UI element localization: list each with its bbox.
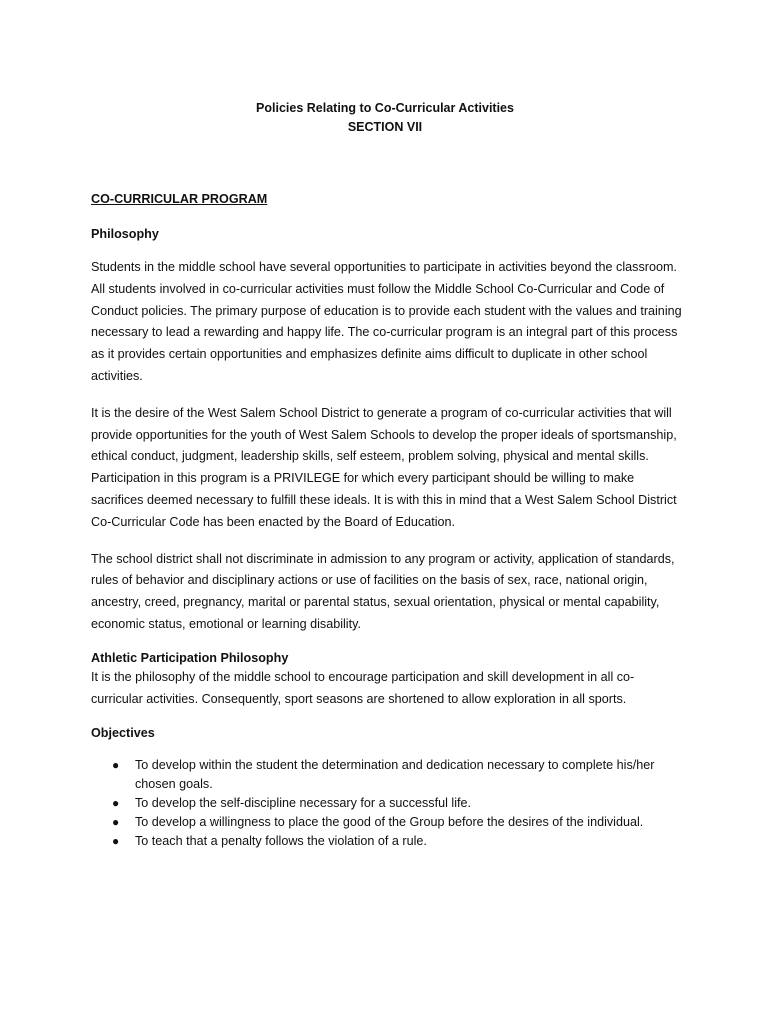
bullet-icon: ● xyxy=(112,815,120,830)
objective-text: To teach that a penalty follows the violation of a rule. xyxy=(135,834,427,849)
objective-text: To develop the self-discipline necessary for a successful life. xyxy=(135,796,471,811)
program-heading: CO-CURRICULAR PROGRAM xyxy=(91,192,268,206)
bullet-icon: ● xyxy=(112,796,120,811)
document-body xyxy=(91,190,683,851)
athletic-philosophy-text: It is the philosophy of the middle school to encourage participation and skill development in all co-curricular activities. Consequently, sport seasons are shortened to allow exploration in all sports. xyxy=(91,669,635,706)
athletic-philosophy-heading: Athletic Participation Philosophy xyxy=(91,650,289,665)
objective-text: To develop within the student the determination and dedication necessary to complete his/her chosen goals. xyxy=(135,758,655,792)
paragraph-non-discrimination: The school district shall not discriminate in admission to any program or activity, application of standards, rules of behavior and disciplinary actions or use of facilities on the basis of sex, race, national origin, ancestry, creed, pregnancy, marital or parental status, sexual orientation, physical or mental capability, economic status, emotional or learning disability. xyxy=(91,551,675,631)
paragraph-district-desire: It is the desire of the West Salem School District to generate a program of co-curricular activities that will provide opportunities for the youth of West Salem Schools to develop the proper ideals of sportsmanship, ethical conduct, judgment, leadership skills, self esteem, problem solving, physical and mental skills. Participation in this program is a PRIVILEGE for which every participant should be willing to make sacrifices deemed necessary to fulfill these ideals. It is with this in mind that a West Salem School District Co-Curricular Code has been enacted by the Board of Education. xyxy=(91,405,677,529)
objective-item xyxy=(91,794,683,813)
objectives-heading: Objectives xyxy=(91,726,155,741)
objective-item xyxy=(91,756,683,794)
objective-item xyxy=(91,813,683,832)
athletic-philosophy-section xyxy=(91,649,683,711)
objective-text: To develop a willingness to place the good of the Group before the desires of the individual. xyxy=(135,815,644,830)
bullet-icon: ● xyxy=(112,834,120,849)
objectives-list xyxy=(91,756,683,851)
document-title-block xyxy=(92,99,678,137)
section-number: SECTION VII xyxy=(347,120,423,134)
objective-item xyxy=(91,832,683,851)
philosophy-heading: Philosophy xyxy=(91,227,159,241)
bullet-icon: ● xyxy=(112,758,120,773)
document-title: Policies Relating to Co-Curricular Activities xyxy=(256,101,514,115)
paragraph-intro: Students in the middle school have several opportunities to participate in activities beyond the classroom. All students involved in co-curricular activities must follow the Middle School Co-Curricular and Code of Conduct policies. The primary purpose of education is to provide each student with the values and training necessary to lead a rewarding and happy life. The co-curricular program is an integral part of this process as it provides certain opportunities and emphasizes definite aims difficult to duplicate in other school activities. xyxy=(91,260,682,383)
